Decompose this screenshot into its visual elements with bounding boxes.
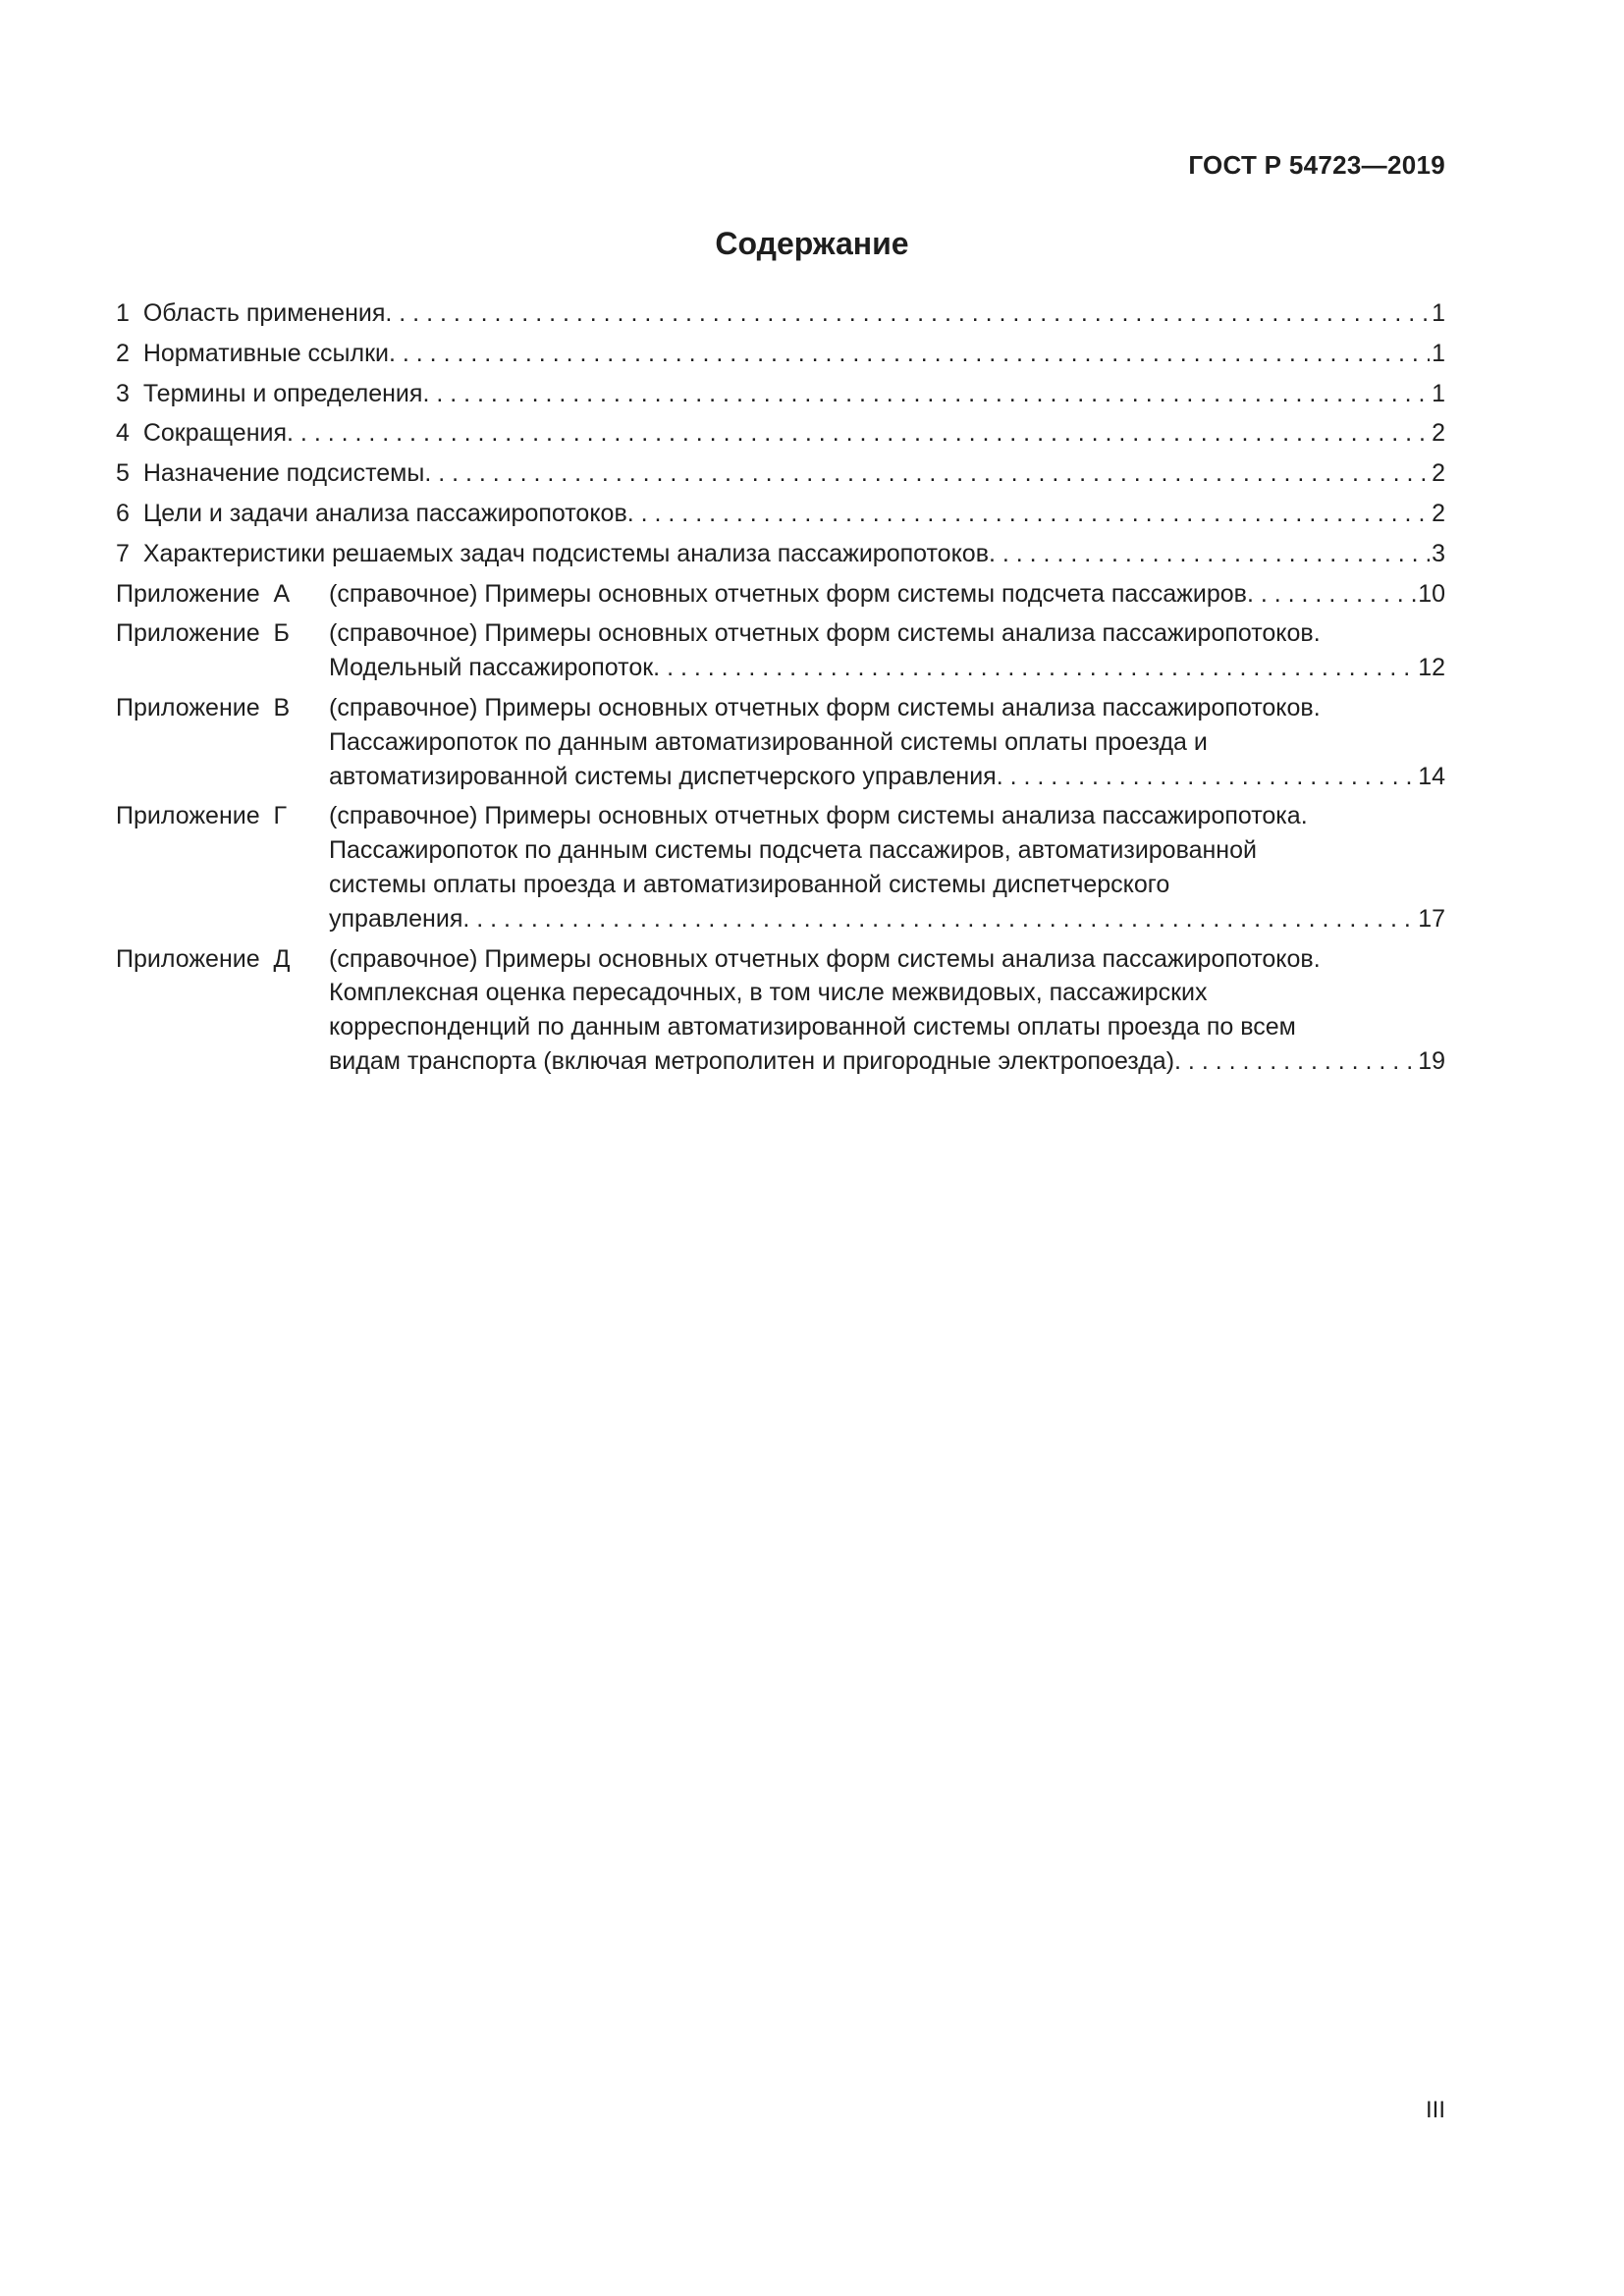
appendix-title-line: корреспонденций по данным автоматизированной системы оплаты проезда по всем [329,1013,1296,1041]
toc-entry[interactable] [116,337,1445,371]
appendix-title-line: Пассажиропоток по данным автоматизированной системы оплаты проезда и [329,727,1208,756]
standard-code: ГОСТ Р 54723—2019 [1188,150,1445,180]
toc-entry-title: Характеристики решаемых задач подсистемы анализа пассажиропотоков [142,539,989,567]
toc-entry-page: 1 [1432,339,1445,367]
toc-entry-number: 3 [116,379,130,407]
appendix-label: Приложение Г [116,802,288,830]
toc-entry-title: Термины и определения [142,379,423,407]
toc-entry-title: Цели и задачи анализа пассажиропотоков [142,499,627,527]
toc-entry-page: 17 [1418,904,1445,933]
toc-entry-title: Нормативные ссылки [142,339,389,367]
toc-appendix-d[interactable] [116,942,1445,1079]
toc-entry-page: 2 [1432,499,1445,527]
toc-entry-page: 2 [1432,459,1445,488]
toc-entry-title: Сокращения [142,419,288,448]
appendix-title-line: Модельный пассажиропоток [329,654,654,682]
toc-entry-number: 5 [116,459,130,488]
toc-entry[interactable] [116,456,1445,491]
toc-appendix-v[interactable] [116,691,1445,793]
page-number: III [1425,2097,1445,2123]
toc-entry-page: 14 [1418,762,1445,790]
toc-entry-page: 19 [1418,1046,1445,1075]
table-of-contents [116,296,1445,1085]
appendix-title-line: системы оплаты проезда и автоматизированной системы диспетчерского [329,870,1170,898]
toc-leader-dots [462,902,1416,936]
toc-entry-page: 1 [1432,299,1445,327]
appendix-label: Приложение Д [116,944,291,973]
toc-leader-dots [627,497,1430,531]
appendix-label: Приложение В [116,693,291,721]
toc-entry-number: 2 [116,339,130,367]
appendix-title-line: (справочное) Примеры основных отчетных форм системы анализа пассажиропотоков. [329,693,1321,721]
toc-entry[interactable] [116,296,1445,331]
toc-entry[interactable] [116,537,1445,571]
toc-leader-dots [389,337,1430,371]
appendix-title-line: автоматизированной системы диспетчерского управления [329,762,997,790]
toc-leader-dots [997,760,1416,794]
toc-entry-page: 2 [1432,419,1445,448]
toc-entry-number: 7 [116,539,130,567]
toc-entry-page: 3 [1432,539,1445,567]
toc-entry-title: Назначение подсистемы [142,459,425,488]
appendix-label: Приложение А [116,579,291,608]
appendix-title-line: видам транспорта (включая метрополитен и пригородные электропоезда) [329,1046,1175,1075]
toc-entry-number: 1 [116,299,130,327]
toc-leader-dots [287,416,1430,451]
appendix-title-line: управления [329,904,463,933]
toc-entry-page: 10 [1418,579,1445,608]
appendix-label: Приложение Б [116,619,290,648]
appendix-title-line: Пассажиропоток по данным системы подсчета пассажиров, автоматизированной [329,836,1257,865]
toc-appendix-b[interactable] [116,616,1445,685]
toc-leader-dots [989,537,1430,571]
toc-entry-number: 6 [116,499,130,527]
toc-title: Содержание [715,226,909,261]
appendix-title-line: (справочное) Примеры основных отчетных форм системы анализа пассажиропотока. [329,802,1308,830]
toc-leader-dots [1174,1044,1416,1079]
toc-entry-number: 4 [116,419,130,448]
toc-leader-dots [385,296,1430,331]
toc-entry-title: Область применения [142,299,386,327]
appendix-title-line: (справочное) Примеры основных отчетных форм системы анализа пассажиропотоков. [329,944,1321,973]
toc-entry-page: 12 [1418,654,1445,682]
appendix-title-line: (справочное) Примеры основных отчетных форм системы анализа пассажиропотоков. [329,619,1321,648]
toc-entry[interactable] [116,416,1445,451]
toc-entry[interactable] [116,497,1445,531]
appendix-title-line: (справочное) Примеры основных отчетных форм системы подсчета пассажиров [329,579,1247,608]
toc-leader-dots [422,377,1430,411]
toc-leader-dots [1247,577,1416,612]
toc-leader-dots [653,651,1416,685]
toc-appendix-a[interactable] [116,577,1445,612]
appendix-title-line: Комплексная оценка пересадочных, в том числе межвидовых, пассажирских [329,979,1208,1007]
toc-appendix-g[interactable] [116,799,1445,935]
toc-entry[interactable] [116,377,1445,411]
toc-leader-dots [424,456,1430,491]
toc-entry-page: 1 [1432,379,1445,407]
